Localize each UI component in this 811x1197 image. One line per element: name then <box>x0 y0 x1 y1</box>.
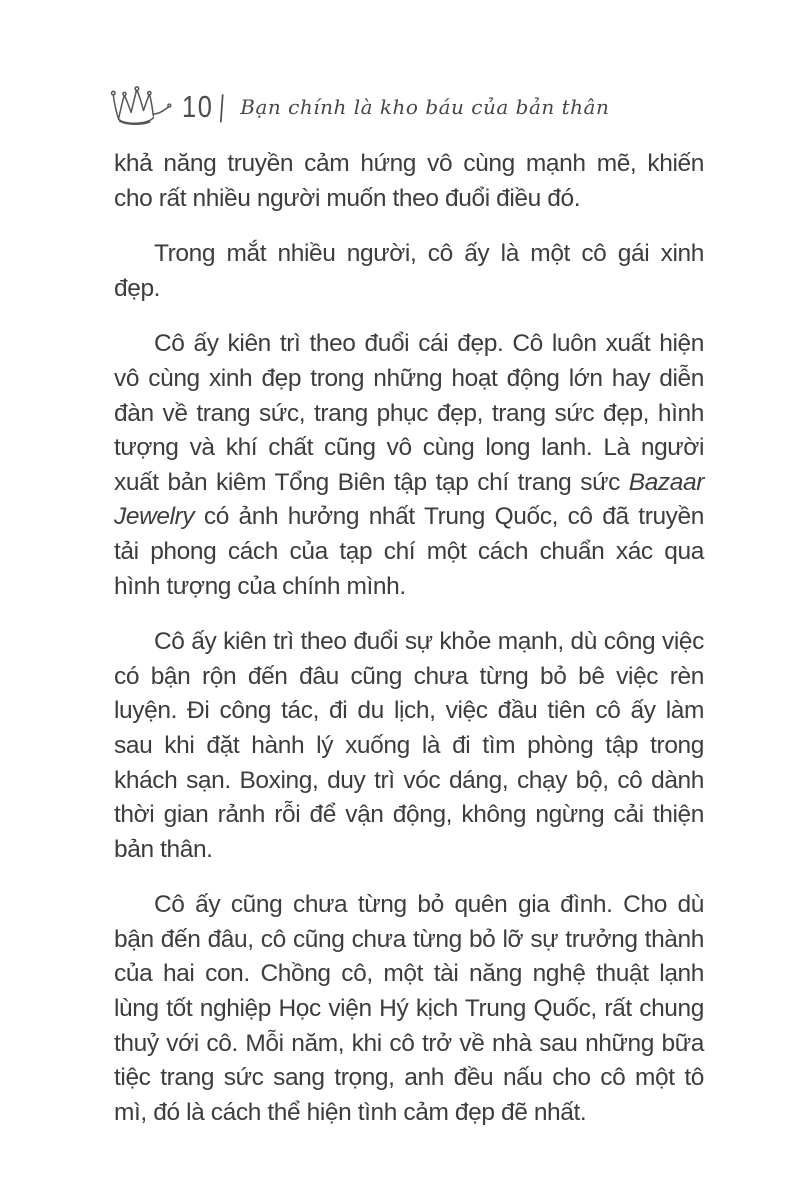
page-number: 10 <box>182 89 214 124</box>
page-body <box>114 147 704 1151</box>
paragraph-3 <box>114 327 704 604</box>
paragraph-text-after: có ảnh hưởng nhất Trung Quốc, cô đã truyền tải phong cách của tạp chí một cách chuẩn xác qua hình tượng của chính mình. <box>114 503 704 600</box>
crown-icon <box>108 82 172 130</box>
magazine-name-italic: Bazaar Jewelry <box>114 468 704 531</box>
paragraph-text-before: Cô ấy kiên trì theo đuổi cái đẹp. Cô luôn xuất hiện vô cùng xinh đẹp trong những hoạt động lớn hay diễn đàn về trang sức, trang phục đẹp, trang sức đẹp, hình tượng và khí chất cũng vô cùng long lanh. Là người xuất bản kiêm Tổng Biên tập tạp chí trang sức <box>114 330 704 496</box>
paragraph-2: Trong mắt nhiều người, cô ấy là một cô gái xinh đẹp. <box>114 240 704 302</box>
paragraph-1: khả năng truyền cảm hứng vô cùng mạnh mẽ, khiến cho rất nhiều người muốn theo đuổi điều đó. <box>114 150 704 212</box>
page-header <box>108 82 609 132</box>
paragraph-5: Cô ấy cũng chưa từng bỏ quên gia đình. Cho dù bận đến đâu, cô cũng chưa từng bỏ lỡ sự trưởng thành của hai con. Chồng cô, một tài năng nghệ thuật lạnh lùng tốt nghiệp Học viện Hý kịch Trung Quốc, rất chung thuỷ với cô. Mỗi năm, khi cô trở về nhà sau những bữa tiệc trang sức sang trọng, anh đều nấu cho cô một tô mì, đó là cách thể hiện tình cảm đẹp đẽ nhất. <box>114 891 704 1126</box>
paragraph-4: Cô ấy kiên trì theo đuổi sự khỏe mạnh, dù công việc có bận rộn đến đâu cũng chưa từng bỏ bê việc rèn luyện. Đi công tác, đi du lịch, việc đầu tiên cô ấy làm sau khi đặt hành lý xuống là đi tìm phòng tập trong khách sạn. Boxing, duy trì vóc dáng, chạy bộ, cô dành thời gian rảnh rỗi để vận động, không ngừng cải thiện bản thân. <box>114 628 704 863</box>
chapter-title: Bạn chính là kho báu của bản thân <box>240 95 610 119</box>
header-divider: | <box>218 89 227 124</box>
